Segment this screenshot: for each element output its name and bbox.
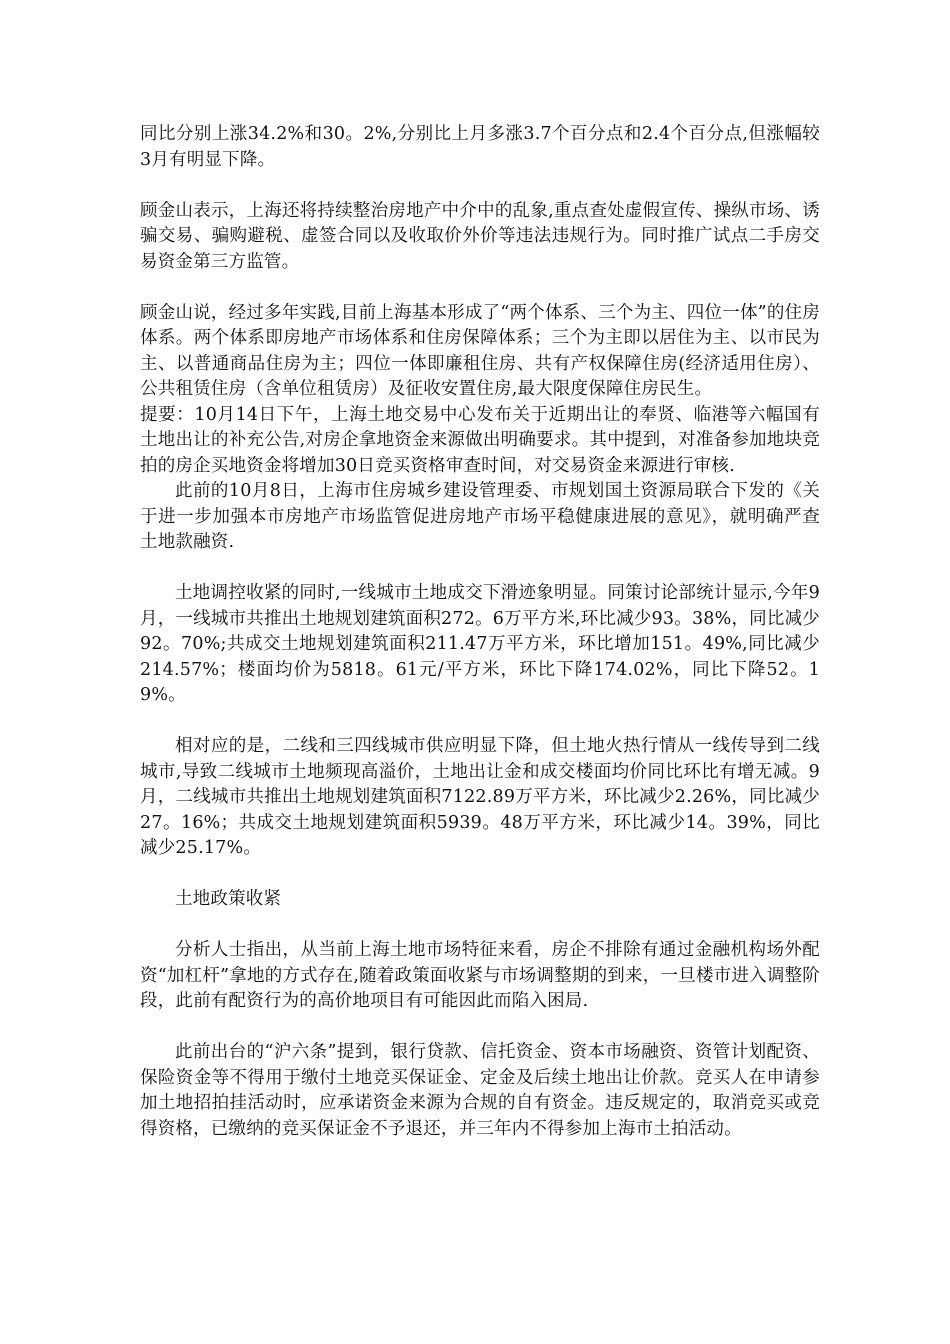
- paragraph: 此前出台的“沪六条”提到，银行贷款、信托资金、资本市场融资、资管计划配资、保险资金等不得用于缴付土地竞买保证金、定金及后续土地出让价款。竞买人在申请参加土地招拍挂活动时，应承诺资金来源为合规的自有资金。违反规定的，取消竞买或竞得资格，已缴纳的竞买保证金不予退还，并三年内不得参加上海市土拍活动。: [140, 1042, 820, 1139]
- section-heading: 土地政策收紧: [175, 889, 282, 909]
- summary-paragraph: 提要：10月14日下午，上海土地交易中心发布关于近期出让的奉贤、临港等六幅国有土地出让的补充公告,对房企拿地资金来源做出明确要求。其中提到，对准备参加地块竞拍的房企买地资金将增加30日竞买资格审查时间，对交易资金来源进行审核.: [140, 404, 820, 476]
- paragraph-gap: [140, 709, 820, 735]
- paragraph-gap: [140, 862, 820, 888]
- paragraph: 同比分别上涨34.2%和30。2%,分别比上月多涨3.7个百分点和2.4个百分点,但涨幅较3月有明显下降。: [140, 124, 820, 170]
- paragraph: 顾金山表示，上海还将持续整治房地产中介中的乱象,重点查处虚假宣传、操纵市场、诱骗交易、骗购避税、虚签合同以及收取价外价等违法违规行为。同时推广试点二手房交易资金第三方监管。: [140, 200, 820, 272]
- paragraph: 顾金山说，经过多年实践,目前上海基本形成了“两个体系、三个为主、四位一体”的住房体系。两个体系即房地产市场体系和住房保障体系；三个为主即以居住为主、以市民为主、以普通商品住房为主；四位一体即廉租住房、共有产权保障住房(经济适用住房）、公共租赁住房（含单位租赁房）及征收安置住房,最大限度保障住房民生。: [140, 302, 820, 399]
- paragraph-gap: [140, 913, 820, 939]
- article-body: [140, 122, 820, 1142]
- paragraph-gap: [140, 173, 820, 199]
- paragraph: 分析人士指出，从当前上海土地市场特征来看，房企不排除有通过金融机构场外配资“加杠杆”拿地的方式存在,随着政策面收紧与市场调整期的到来，一旦楼市进入调整阶段，此前有配资行为的高价地项目有可能因此而陷入困局.: [140, 940, 820, 1011]
- paragraph: 土地调控收紧的同时,一线城市土地成交下滑迹象明显。同策讨论部统计显示,今年9月，一线城市共推出土地规划建筑面积272。6万平方米,环比减少93。38%，同比减少92。70%;共成交土地规划建筑面积211.47万平方米，环比增加151。49%,同比减少214.57%；楼面均价为5818。61元/平方米，环比下降174.02%，同比下降52。19%。: [140, 583, 820, 705]
- paragraph-gap: [140, 275, 820, 301]
- paragraph-gap: [140, 1015, 820, 1041]
- paragraph-gap: [140, 556, 820, 582]
- paragraph: 相对应的是，二线和三四线城市供应明显下降，但土地火热行情从一线传导到二线城市,导致二线城市土地频现高溢价，土地出让金和成交楼面均价同比环比有增无减。9月，二线城市共推出土地规划建筑面积7122.89万平方米，环比减少2.26%，同比减少27。16%；共成交土地规划建筑面积5939。48万平方米，环比减少14。39%，同比减少25.17%。: [140, 736, 820, 858]
- paragraph: 此前的10月8日，上海市住房城乡建设管理委、市规划国土资源局联合下发的《关于进一步加强本市房地产市场监管促进房地产市场平稳健康进展的意见》，就明确严查土地款融资.: [140, 481, 820, 552]
